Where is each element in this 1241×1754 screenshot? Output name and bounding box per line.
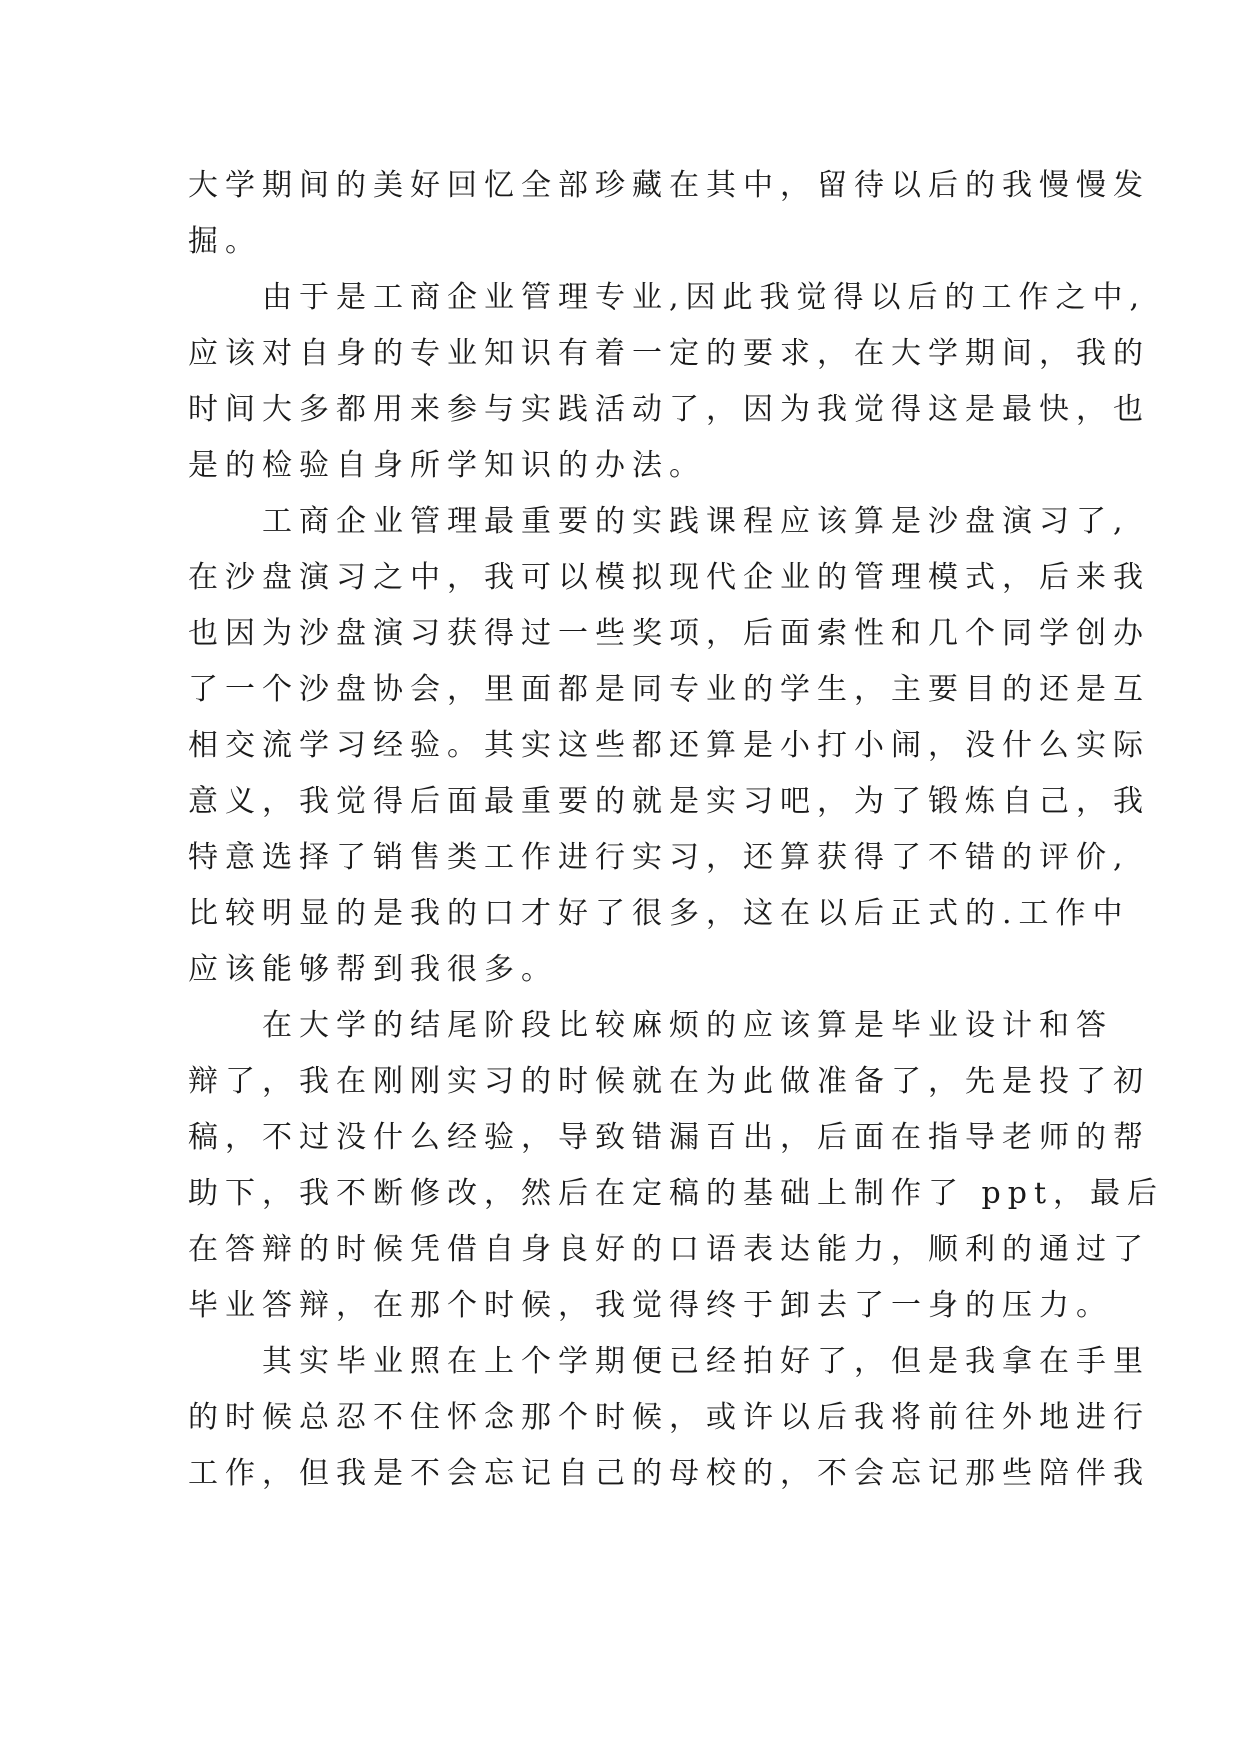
paragraph-4 <box>188 998 1164 1334</box>
text-line: 的时候总忍不住怀念那个时候，或许以后我将前往外地进行 <box>188 1400 1150 1435</box>
text-line: 时间大多都用来参与实践活动了，因为我觉得这是最快，也 <box>188 392 1150 427</box>
text-line: 掘。 <box>188 224 262 259</box>
text-line: 应该对自身的专业知识有着一定的要求，在大学期间，我的 <box>188 336 1150 371</box>
text-line: 辩了，我在刚刚实习的时候就在为此做准备了，先是投了初 <box>188 1064 1150 1099</box>
text-line: 意义，我觉得后面最重要的就是实习吧，为了锻炼自己，我 <box>188 784 1150 819</box>
text-line: 也因为沙盘演习获得过一些奖项，后面索性和几个同学创办 <box>188 616 1150 651</box>
text-line: 比较明显的是我的口才好了很多，这在以后正式的.工作中 <box>188 896 1130 931</box>
text-line: 特意选择了销售类工作进行实习，还算获得了不错的评价, <box>188 840 1130 875</box>
paragraph-5 <box>188 1334 1150 1502</box>
paragraph-1 <box>188 158 1150 270</box>
text-line: 了一个沙盘协会，里面都是同专业的学生，主要目的还是互 <box>188 672 1150 707</box>
text-line: 在答辩的时候凭借自身良好的口语表达能力，顺利的通过了 <box>188 1232 1150 1267</box>
text-line: 稿，不过没什么经验，导致错漏百出，后面在指导老师的帮 <box>188 1120 1150 1155</box>
text-line: 其实毕业照在上个学期便已经拍好了，但是我拿在手里 <box>262 1344 1150 1379</box>
text-line: 在大学的结尾阶段比较麻烦的应该算是毕业设计和答 <box>262 1008 1113 1043</box>
text-line: 相交流学习经验。其实这些都还算是小打小闹，没什么实际 <box>188 728 1150 763</box>
text-line: 毕业答辩，在那个时候，我觉得终于卸去了一身的压力。 <box>188 1288 1113 1323</box>
text-line: 在沙盘演习之中，我可以模拟现代企业的管理模式，后来我 <box>188 560 1150 595</box>
text-line: 是的检验自身所学知识的办法。 <box>188 448 706 483</box>
text-line: 工商企业管理最重要的实践课程应该算是沙盘演习了, <box>262 504 1130 539</box>
paragraph-3 <box>188 494 1150 998</box>
text-line: 由于是工商企业管理专业,因此我觉得以后的工作之中, <box>262 280 1147 315</box>
text-line: 工作，但我是不会忘记自己的母校的，不会忘记那些陪伴我 <box>188 1456 1150 1491</box>
document-body <box>188 158 1164 1502</box>
paragraph-2 <box>188 270 1150 494</box>
text-line: 助下，我不断修改，然后在定稿的基础上制作了 ppt，最后 <box>188 1176 1164 1211</box>
text-line: 应该能够帮到我很多。 <box>188 952 558 987</box>
text-line: 大学期间的美好回忆全部珍藏在其中，留待以后的我慢慢发 <box>188 168 1150 203</box>
